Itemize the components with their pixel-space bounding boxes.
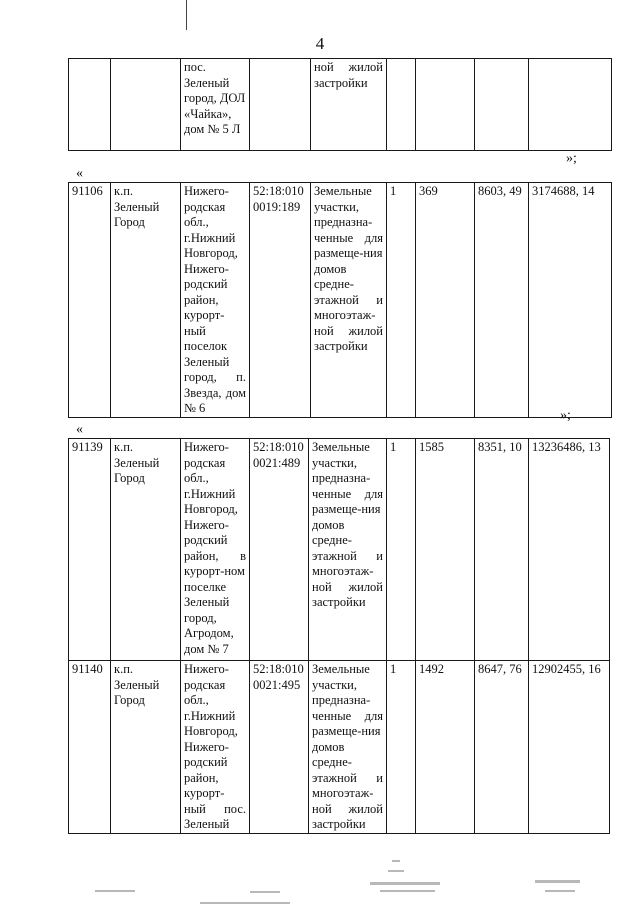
cell-rate: 8647, 76 xyxy=(475,661,529,834)
cell-cadastre xyxy=(250,59,311,151)
cell-value: 13236486, 13 xyxy=(529,439,610,661)
table-row xyxy=(69,661,610,834)
cell-rate: 8603, 49 xyxy=(475,183,529,418)
cell-value xyxy=(529,59,612,151)
cell-area: 369 xyxy=(416,183,475,418)
cell-id: 91140 xyxy=(69,661,111,834)
table-row xyxy=(69,439,610,661)
cell-purpose: Земельные участки, предназна-ченные для размеще-ния домов средне-этажной и многоэтаж-ной жилой застройки xyxy=(309,661,387,834)
cell-rate xyxy=(475,59,529,151)
cell-area xyxy=(416,59,475,151)
cell-purpose: Земельные участки, предназна-ченные для размеще-ния домов средне-этажной и многоэтаж-ной жилой застройки xyxy=(309,439,387,661)
cell-cadastre: 52:18:010 0021:495 xyxy=(250,661,309,834)
cell-cadastre: 52:18:010 0019:189 xyxy=(250,183,311,418)
cell-rate: 8351, 10 xyxy=(475,439,529,661)
scan-noise xyxy=(0,860,640,905)
cell-purpose: ной жилой застройки xyxy=(311,59,387,151)
cell-count xyxy=(387,59,416,151)
cell-address: Нижего-родская обл., г.Нижний Новгород, Нижего-родский район, курорт-ный поселок Зеленый город, п. Звезда, дом № 6 xyxy=(181,183,250,418)
opening-quote: « xyxy=(76,166,83,181)
cell-count: 1 xyxy=(387,183,416,418)
cell-address: Нижего-родская обл., г.Нижний Новгород, Нижего-родский район, курорт-ный пос. Зеленый xyxy=(181,661,250,834)
opening-quote: « xyxy=(76,422,83,437)
cell-purpose: Земельные участки, предназна-ченные для размеще-ния домов средне-этажной и многоэтаж-ной жилой застройки xyxy=(311,183,387,418)
cell-value: 3174688, 14 xyxy=(529,183,612,418)
cell-value: 12902455, 16 xyxy=(529,661,610,834)
cell-id xyxy=(69,59,111,151)
binding-mark xyxy=(186,0,187,30)
cell-name: к.п. Зеленый Город xyxy=(111,439,181,661)
cell-name: к.п. Зеленый Город xyxy=(111,183,181,418)
cell-name xyxy=(111,59,181,151)
table-row xyxy=(69,183,612,418)
cell-count: 1 xyxy=(387,661,416,834)
cell-address: Нижего-родская обл., г.Нижний Новгород, Нижего-родский район, в курорт-ном поселке Зеленый город, Агродом, дом № 7 xyxy=(181,439,250,661)
cell-area: 1492 xyxy=(416,661,475,834)
cell-id: 91139 xyxy=(69,439,111,661)
cell-count: 1 xyxy=(387,439,416,661)
closing-quote: »; xyxy=(566,151,577,166)
cell-cadastre: 52:18:010 0021:489 xyxy=(250,439,309,661)
cell-name: к.п. Зеленый Город xyxy=(111,661,181,834)
table-fragment-bottom xyxy=(68,438,610,834)
cell-id: 91106 xyxy=(69,183,111,418)
table-fragment-top xyxy=(68,58,612,151)
closing-quote: »; xyxy=(560,408,571,423)
table-row xyxy=(69,59,612,151)
table-fragment-middle xyxy=(68,182,612,418)
cell-area: 1585 xyxy=(416,439,475,661)
cell-address: пос. Зеленый город, ДОЛ «Чайка», дом № 5 Л xyxy=(181,59,250,151)
page-number: 4 xyxy=(315,34,325,53)
